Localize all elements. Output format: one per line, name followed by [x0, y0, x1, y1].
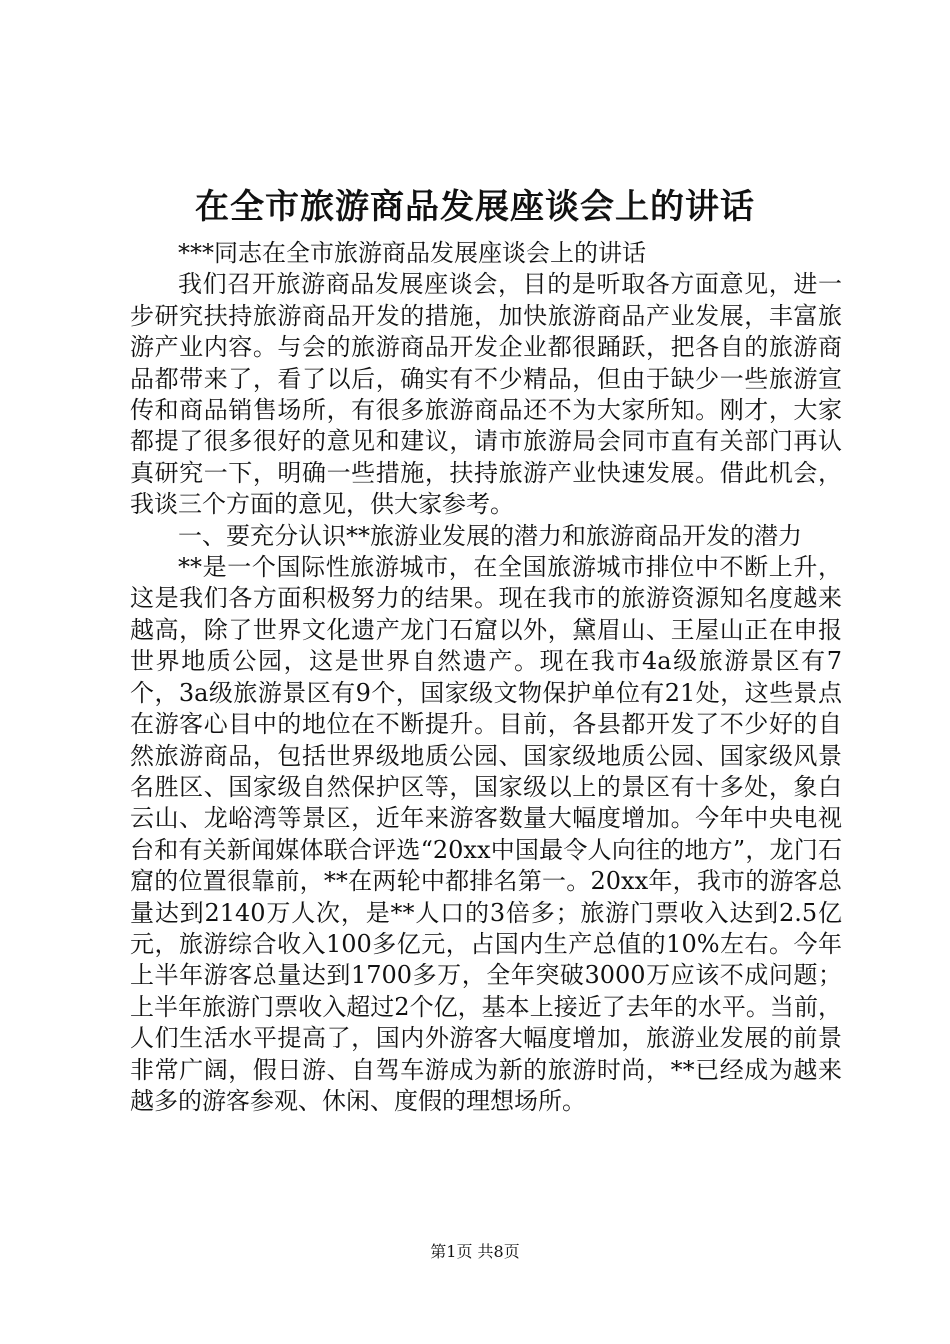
section-heading-paragraph: 一、要充分认识**旅游业发展的潜力和旅游商品开发的潜力 — [178, 521, 802, 550]
document-title: 在全市旅游商品发展座谈会上的讲话 — [195, 187, 755, 227]
speech-heading-paragraph: ***同志在全市旅游商品发展座谈会上的讲话 — [178, 239, 646, 267]
intro-paragraph: 我们召开旅游商品发展座谈会，目的是听取各方面意见，进一步研究扶持旅游商品开发的措施，加快旅游商品产业发展，丰富旅游产业内容。与会的旅游商品开发企业都很踊跃，把各自的旅游商品都带来了，看了以后，确实有不少精品，但由于缺少一些旅游宣传和商品销售场所，有很多旅游商品还不为大家所知。刚才，大家都提了很多很好的意见和建议，请市旅游局会同市直有关部门再认真研究一下，明确一些措施，扶持旅游产业快速发展。借此机会，我谈三个方面的意见，供大家参考。 — [130, 270, 842, 519]
page-footer: 第1页 共8页 — [430, 1242, 520, 1261]
body-paragraph: **是一个国际性旅游城市，在全国旅游城市排位中不断上升，这是我们各方面积极努力的结果。现在我市的旅游资源知名度越来越高，除了世界文化遗产龙门石窟以外，黛眉山、王屋山正在申报世界地质公园，这是世界自然遗产。现在我市4a级旅游景区有7个，3a级旅游景区有9个，国家级文物保护单位有21处，这些景点在游客心目中的地位在不断提升。目前，各县都开发了不少好的自然旅游商品，包括世界级地质公园、国家级地质公园、国家级风景名胜区、国家级自然保护区等，国家级以上的景区有十多处，象白云山、龙峪湾等景区，近年来游客数量大幅度增加。今年中央电视台和有关新闻媒体联合评选“20xx中国最令人向往的地方”，龙门石窟的位置很靠前，**在两轮中都排名第一。20xx年，我市的游客总量达到2140万人次，是**人口的3倍多；旅游门票收入达到2.5亿元，旅游综合收入100多亿元，占国内生产总值的10%左右。今年上半年游客总量达到1700多万，全年突破3000万应该不成问题；上半年旅游门票收入超过2个亿，基本上接近了去年的水平。当前，人们生活水平提高了，国内外游客大幅度增加，旅游业发展的前景非常广阔，假日游、自驾车游成为新的旅游时尚，**已经成为越来越多的游客参观、休闲、度假的理想场所。 — [130, 553, 842, 1115]
document-body — [130, 238, 842, 1117]
